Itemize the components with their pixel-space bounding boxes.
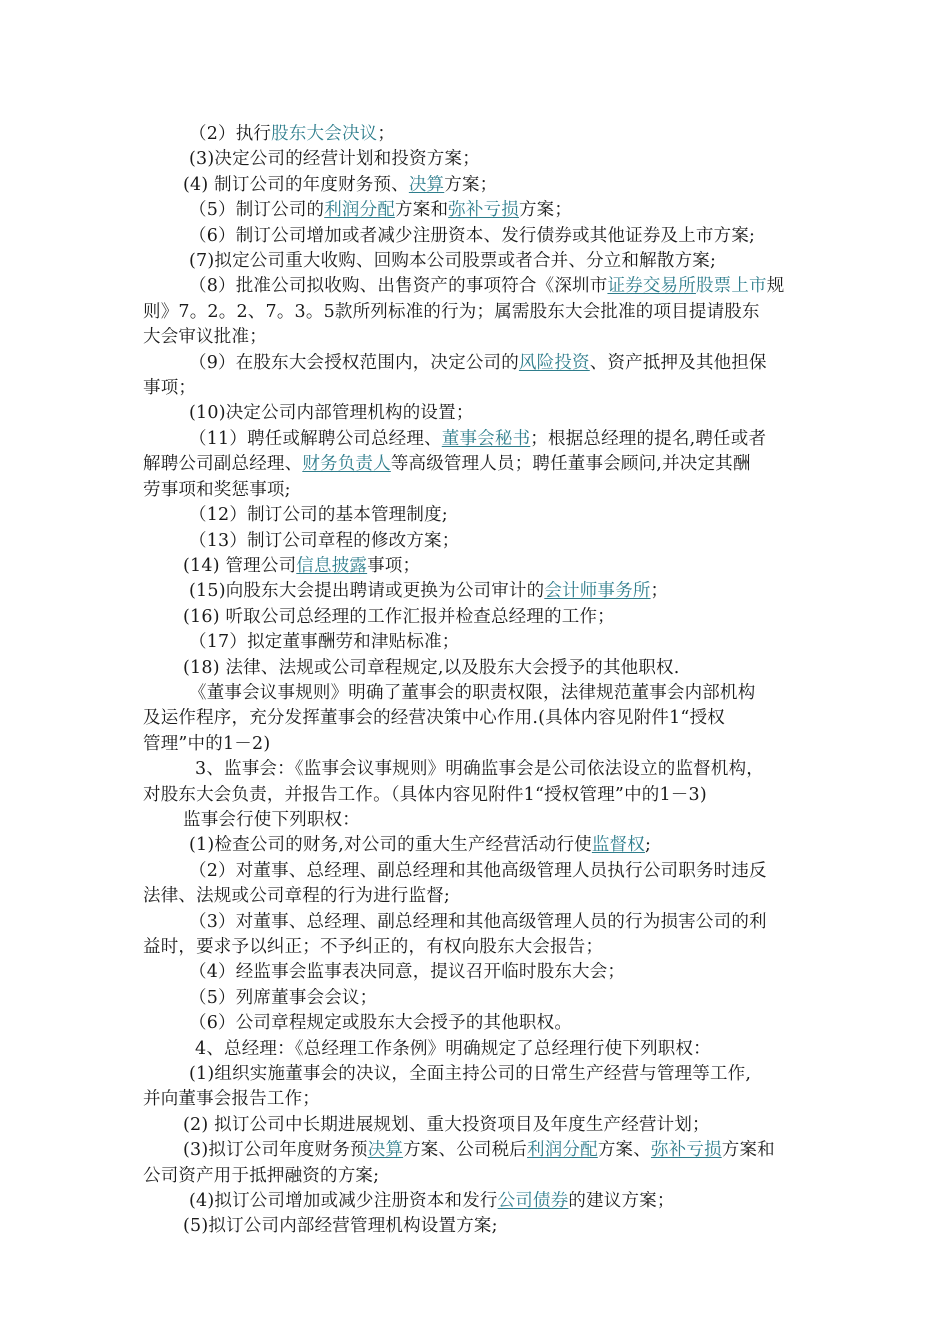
text-line xyxy=(143,783,813,808)
text-span: ; xyxy=(644,835,652,856)
text-span: （2）执行 xyxy=(189,124,272,144)
text-span: (4) 制订公司的年度财务预、 xyxy=(183,174,409,195)
text-span: 的建议方案； xyxy=(568,1191,675,1212)
text-line xyxy=(143,960,813,985)
text-line xyxy=(143,452,813,477)
text-span: （5）列席董事会会议； xyxy=(189,987,378,1008)
text-span: 4、总经理：《总经理工作条例》明确规定了总经理行使下列职权： xyxy=(195,1038,711,1059)
text-span: 并向董事会报告工作； xyxy=(143,1089,320,1110)
text-line xyxy=(143,986,813,1011)
text-span: (7)拟定公司重大收购、回购本公司股票或者合并、分立和解散方案; xyxy=(189,251,717,272)
text-line xyxy=(143,300,813,325)
text-span: 劳事项和奖惩事项; xyxy=(143,479,291,500)
text-span: 方案和 xyxy=(395,200,449,221)
text-span: 管理”中的1－2) xyxy=(143,733,271,754)
hyperlink[interactable]: 决算 xyxy=(367,1140,404,1161)
text-span: (14) 管理公司 xyxy=(183,555,297,576)
text-line xyxy=(143,1214,813,1239)
text-span: 大会审议批准； xyxy=(143,327,267,348)
text-line xyxy=(143,529,813,554)
text-line xyxy=(143,401,813,426)
text-span: (10)决定公司内部管理机构的设置； xyxy=(189,403,474,424)
text-span: 方案； xyxy=(518,200,573,221)
text-span: 对股东大会负责，并报告工作。（具体内容见附件1“授权管理”中的1－3) xyxy=(143,784,707,805)
text-span: 方案、 xyxy=(597,1140,651,1161)
text-span: ； xyxy=(650,581,669,602)
hyperlink[interactable]: 信息披露 xyxy=(296,555,368,576)
text-line xyxy=(143,681,813,706)
text-span: 方案、公司税后 xyxy=(403,1140,528,1161)
text-line xyxy=(143,122,813,147)
text-line xyxy=(143,147,813,172)
text-span: 事项； xyxy=(143,378,197,399)
text-span: （13）制订公司章程的修改方案； xyxy=(189,530,460,551)
text-line xyxy=(143,554,813,579)
text-line xyxy=(143,732,813,757)
hyperlink[interactable]: 公司债券 xyxy=(497,1191,569,1212)
text-line xyxy=(143,859,813,884)
hyperlink[interactable]: 决算 xyxy=(408,174,445,195)
text-line xyxy=(143,224,813,249)
hyperlink[interactable]: 利润分配 xyxy=(527,1140,598,1161)
text-line xyxy=(143,1113,813,1138)
text-span: (16) 听取公司总经理的工作汇报并检查总经理的工作； xyxy=(183,606,615,627)
text-span: ；根据总经理的提名,聘任或者 xyxy=(530,428,767,449)
text-span: 《董事会议事规则》明确了董事会的职责权限，法律规范董事会内部机构 xyxy=(189,682,756,703)
text-line xyxy=(143,249,813,274)
text-span: 等高级管理人员；聘任董事会顾问,并决定其酬 xyxy=(390,454,751,475)
hyperlink[interactable]: 董事会秘书 xyxy=(441,428,531,449)
text-span: 益时，要求予以纠正；不予纠正的，有权向股东大会报告； xyxy=(143,937,604,957)
text-span: 则》7。2。2、7。3。5款所列标准的行为；属需股东大会批准的项目提请股东 xyxy=(143,301,760,322)
hyperlink[interactable]: 会计师事务所 xyxy=(544,581,651,602)
text-span: 、资产抵押及其他担保 xyxy=(589,352,767,373)
text-span: (2) 拟订公司中长期进展规划、重大投资项目及年度生产经营计划； xyxy=(183,1114,710,1135)
text-span: 监事会行使下列职权： xyxy=(183,809,360,830)
text-span: （12）制订公司的基本管理制度; xyxy=(189,505,448,526)
text-line xyxy=(143,630,813,655)
text-line xyxy=(143,198,813,223)
text-span: (5)拟订公司内部经营管理机构设置方案; xyxy=(183,1216,498,1237)
text-line xyxy=(143,605,813,630)
text-line xyxy=(143,1189,813,1214)
text-span: ； xyxy=(377,124,396,144)
text-span: 事项； xyxy=(367,555,421,576)
text-span: 方案和 xyxy=(721,1140,775,1161)
hyperlink[interactable]: 弥补亏损 xyxy=(448,200,519,221)
hyperlink[interactable]: 风险投资 xyxy=(518,352,590,373)
text-span: （17）拟定董事酬劳和津贴标准； xyxy=(189,632,460,653)
hyperlink[interactable]: 利润分配 xyxy=(324,200,396,221)
text-span: （9）在股东大会授权范围内，决定公司的 xyxy=(189,352,519,373)
text-line xyxy=(143,910,813,935)
text-span: （6）制订公司增加或者减少注册资本、发行债券或其他证券及上市方案; xyxy=(189,225,756,246)
text-line xyxy=(143,757,813,782)
text-span: 3、监事会：《监事会议事规则》明确监事会是公司依法设立的监督机构， xyxy=(195,759,764,780)
text-span: (4)拟订公司增加或减少注册资本和发行 xyxy=(189,1191,498,1212)
hyperlink[interactable]: 监督权 xyxy=(591,835,645,856)
text-line xyxy=(143,1138,813,1163)
hyperlink[interactable]: 证券交易所 xyxy=(607,276,696,297)
document-body xyxy=(143,122,813,1240)
text-line xyxy=(143,173,813,198)
text-line xyxy=(143,1037,813,1062)
text-span: (1)检查公司的财务,对公司的重大生产经营活动行使 xyxy=(189,835,592,856)
text-line xyxy=(143,833,813,858)
text-line xyxy=(143,478,813,503)
text-span: (15)向股东大会提出聘请或更换为公司审计的 xyxy=(189,581,545,602)
text-line xyxy=(143,1062,813,1087)
text-span: 法律、法规或公司章程的行为进行监督; xyxy=(143,886,450,907)
text-span: 解聘公司副总经理、 xyxy=(143,454,303,475)
text-span: （2）对董事、总经理、副总经理和其他高级管理人员执行公司职务时违反 xyxy=(189,860,767,881)
text-span: (3)决定公司的经营计划和投资方案； xyxy=(189,149,480,170)
text-line xyxy=(143,935,813,960)
text-span: （6）公司章程规定或股东大会授予的其他职权。 xyxy=(189,1013,573,1034)
text-span: （8）批准公司拟收购、出售资产的事项符合《深圳市 xyxy=(189,276,608,297)
text-line xyxy=(143,325,813,350)
text-span: (18) 法律、法规或公司章程规定,以及股东大会授予的其他职权. xyxy=(183,657,680,678)
text-span: （3）对董事、总经理、副总经理和其他高级管理人员的行为损害公司的利 xyxy=(189,911,767,932)
text-line xyxy=(143,427,813,452)
text-line xyxy=(143,274,813,299)
text-line xyxy=(143,656,813,681)
text-span: （11）聘任或解聘公司总经理、 xyxy=(189,428,442,449)
hyperlink[interactable]: 股东大会决议 xyxy=(271,124,378,144)
hyperlink[interactable]: 财务负责人 xyxy=(302,454,391,475)
text-line xyxy=(143,376,813,401)
text-line xyxy=(143,706,813,731)
text-line xyxy=(143,808,813,833)
text-span: (1)组织实施董事会的决议，全面主持公司的日常生产经营与管理等工作, xyxy=(189,1064,752,1085)
hyperlink[interactable]: 弥补亏损 xyxy=(650,1140,722,1161)
text-line xyxy=(143,1011,813,1036)
text-span: 及运作程序，充分发挥董事会的经营决策中心作用.(具体内容见附件1“授权 xyxy=(143,708,725,729)
text-span: 规 xyxy=(766,276,785,297)
text-line xyxy=(143,503,813,528)
text-span: （5）制订公司的 xyxy=(189,200,325,221)
text-line xyxy=(143,1087,813,1112)
text-span: (3)拟订公司年度财务预 xyxy=(183,1140,368,1161)
text-span: 公司资产用于抵押融资的方案; xyxy=(143,1165,380,1186)
text-line xyxy=(143,1164,813,1189)
text-span: 方案； xyxy=(444,174,498,195)
hyperlink[interactable]: 股票上市 xyxy=(695,276,767,297)
text-line xyxy=(143,579,813,604)
text-line xyxy=(143,884,813,909)
text-line xyxy=(143,351,813,376)
text-span: （4）经监事会监事表决同意，提议召开临时股东大会； xyxy=(189,962,626,983)
